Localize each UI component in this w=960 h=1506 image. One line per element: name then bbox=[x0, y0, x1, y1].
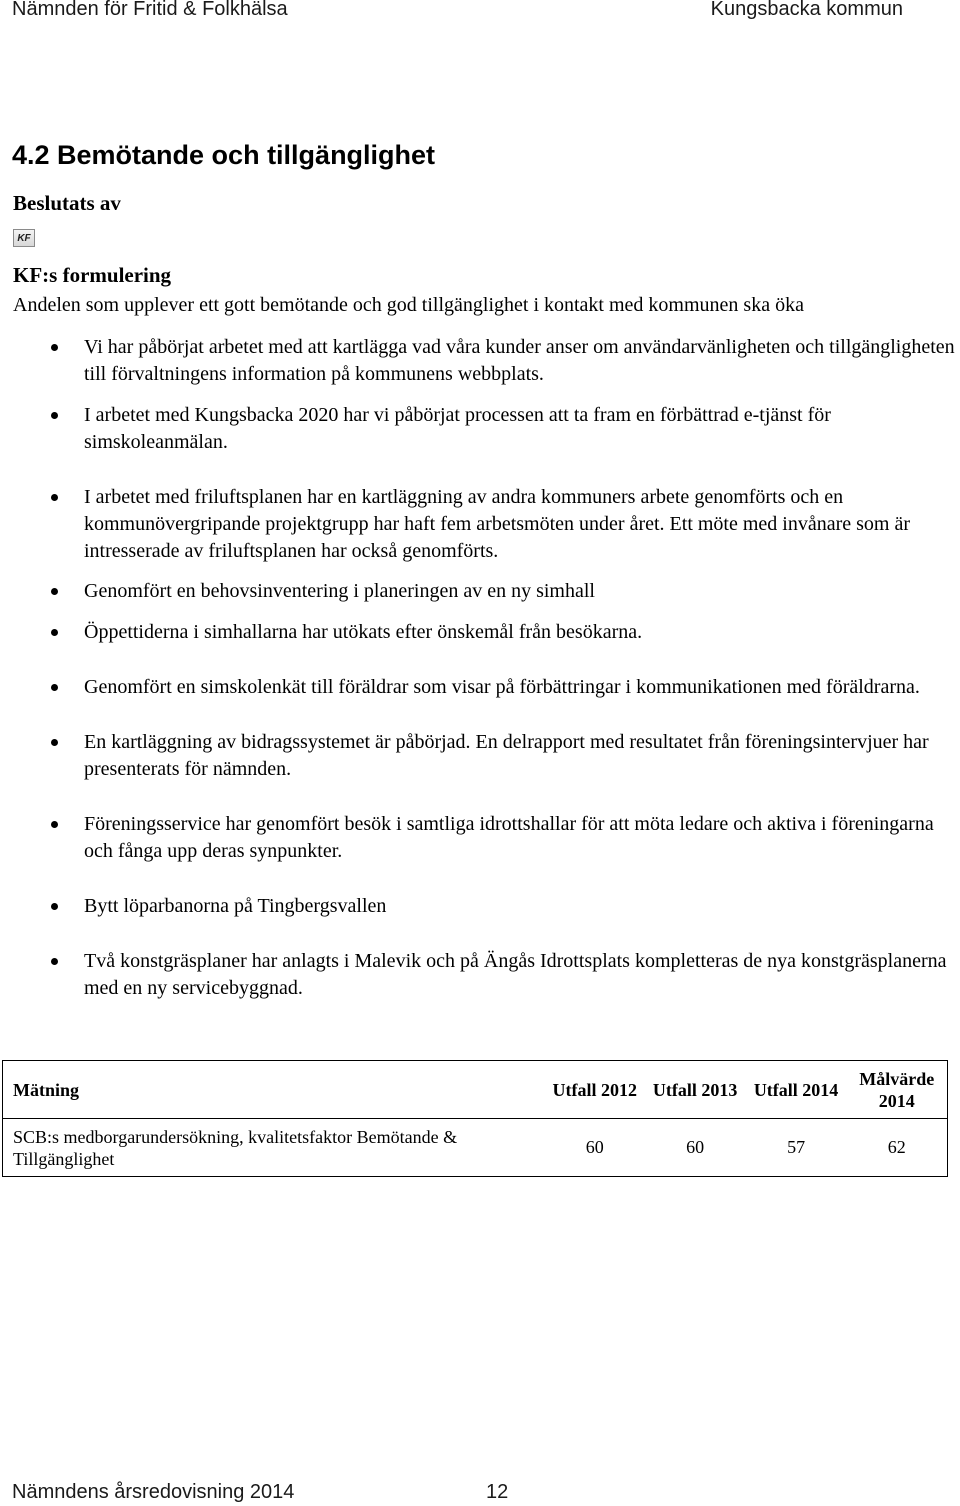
list-item-text: Föreningsservice har genomfört besök i samtliga idrottshallar för att möta ledare och aktiva i föreningarna och fånga upp deras synpunkter. bbox=[84, 813, 934, 862]
bullet-icon bbox=[51, 494, 58, 501]
formulation-text: Andelen som upplever ett gott bemötande och god tillgänglighet i kontakt med kommunen ska öka bbox=[13, 294, 804, 316]
list-item bbox=[0, 729, 960, 783]
list-item-text: I arbetet med Kungsbacka 2020 har vi påbörjat processen att ta fram en förbättrad e-tjänst för simskoleanmälan. bbox=[84, 404, 831, 453]
bullet-icon bbox=[51, 684, 58, 691]
list-item-text: Vi har påbörjat arbetet med att kartlägga vad våra kunder anser om användarvänligheten och tillgängligheten till förvaltningens information på kommunens webbplats. bbox=[84, 336, 955, 385]
list-item bbox=[0, 811, 960, 865]
value-target: 62 bbox=[887, 1137, 906, 1157]
bullet-icon bbox=[51, 588, 58, 595]
column-header-2012: Utfall 2012 bbox=[552, 1079, 638, 1100]
list-item bbox=[0, 402, 960, 456]
table-row bbox=[3, 1119, 948, 1177]
value-2013: 60 bbox=[686, 1137, 705, 1157]
list-item bbox=[0, 334, 960, 388]
activity-list bbox=[0, 334, 960, 1002]
decided-by-label: Beslutats av bbox=[13, 191, 121, 215]
list-item bbox=[0, 893, 960, 920]
bullet-icon bbox=[51, 344, 58, 351]
measurement-name: SCB:s medborgarundersökning, kvalitetsfaktor Bemötande & Tillgänglighet bbox=[13, 1126, 458, 1169]
list-item-text: Genomfört en simskolenkät till föräldrar som visar på förbättringar i kommunikationen med föräldrarna. bbox=[84, 676, 920, 698]
bullet-icon bbox=[51, 821, 58, 828]
list-item-text: En kartläggning av bidragssystemet är påbörjad. En delrapport med resultatet från föreningsintervjuer har presenterats för nämnden. bbox=[84, 731, 929, 780]
column-header-target: Målvärde 2014 bbox=[859, 1068, 935, 1111]
list-item bbox=[0, 484, 960, 565]
header-right: Kungsbacka kommun bbox=[710, 0, 903, 20]
list-item bbox=[0, 578, 960, 605]
column-header-2013: Utfall 2013 bbox=[652, 1079, 738, 1100]
list-item-text: I arbetet med friluftsplanen har en kartläggning av andra kommuners arbete genomförts och en kommunövergripande projektgrupp har haft fem arbetsmöten under året. Ett möte med invånare som är intresserade av friluftsplanen har också genomförts. bbox=[84, 486, 911, 562]
bullet-icon bbox=[51, 412, 58, 419]
value-2012: 60 bbox=[585, 1137, 604, 1157]
footer-title: Nämndens årsredovisning 2014 bbox=[12, 1481, 295, 1503]
list-item-text: Bytt löparbanorna på Tingbergsvallen bbox=[84, 895, 387, 917]
bullet-icon bbox=[51, 958, 58, 965]
section-title: 4.2 Bemötande och tillgänglighet bbox=[12, 140, 436, 170]
list-item-text: Genomfört en behovsinventering i planeringen av en ny simhall bbox=[84, 580, 595, 602]
column-header-measurement: Mätning bbox=[13, 1079, 80, 1100]
value-2014: 57 bbox=[787, 1137, 806, 1157]
list-item-text: Öppettiderna i simhallarna har utökats efter önskemål från besökarna. bbox=[84, 621, 643, 643]
bullet-icon bbox=[51, 739, 58, 746]
formulation-label: KF:s formulering bbox=[13, 263, 172, 287]
list-item bbox=[0, 674, 960, 701]
bullet-icon bbox=[51, 903, 58, 910]
kf-badge-icon: KF bbox=[13, 229, 35, 247]
header-left: Nämnden för Fritid & Folkhälsa bbox=[12, 0, 288, 20]
list-item bbox=[0, 619, 960, 646]
column-header-2014: Utfall 2014 bbox=[753, 1079, 839, 1100]
list-item bbox=[0, 948, 960, 1002]
list-item-text: Två konstgräsplaner har anlagts i Malevik och på Ängås Idrottsplats kompletteras de nya konstgräsplanerna med en ny servicebyggnad. bbox=[84, 950, 947, 999]
measurement-table bbox=[2, 1060, 948, 1177]
page-number: 12 bbox=[486, 1481, 509, 1503]
bullet-icon bbox=[51, 629, 58, 636]
table-header-row bbox=[3, 1061, 948, 1119]
